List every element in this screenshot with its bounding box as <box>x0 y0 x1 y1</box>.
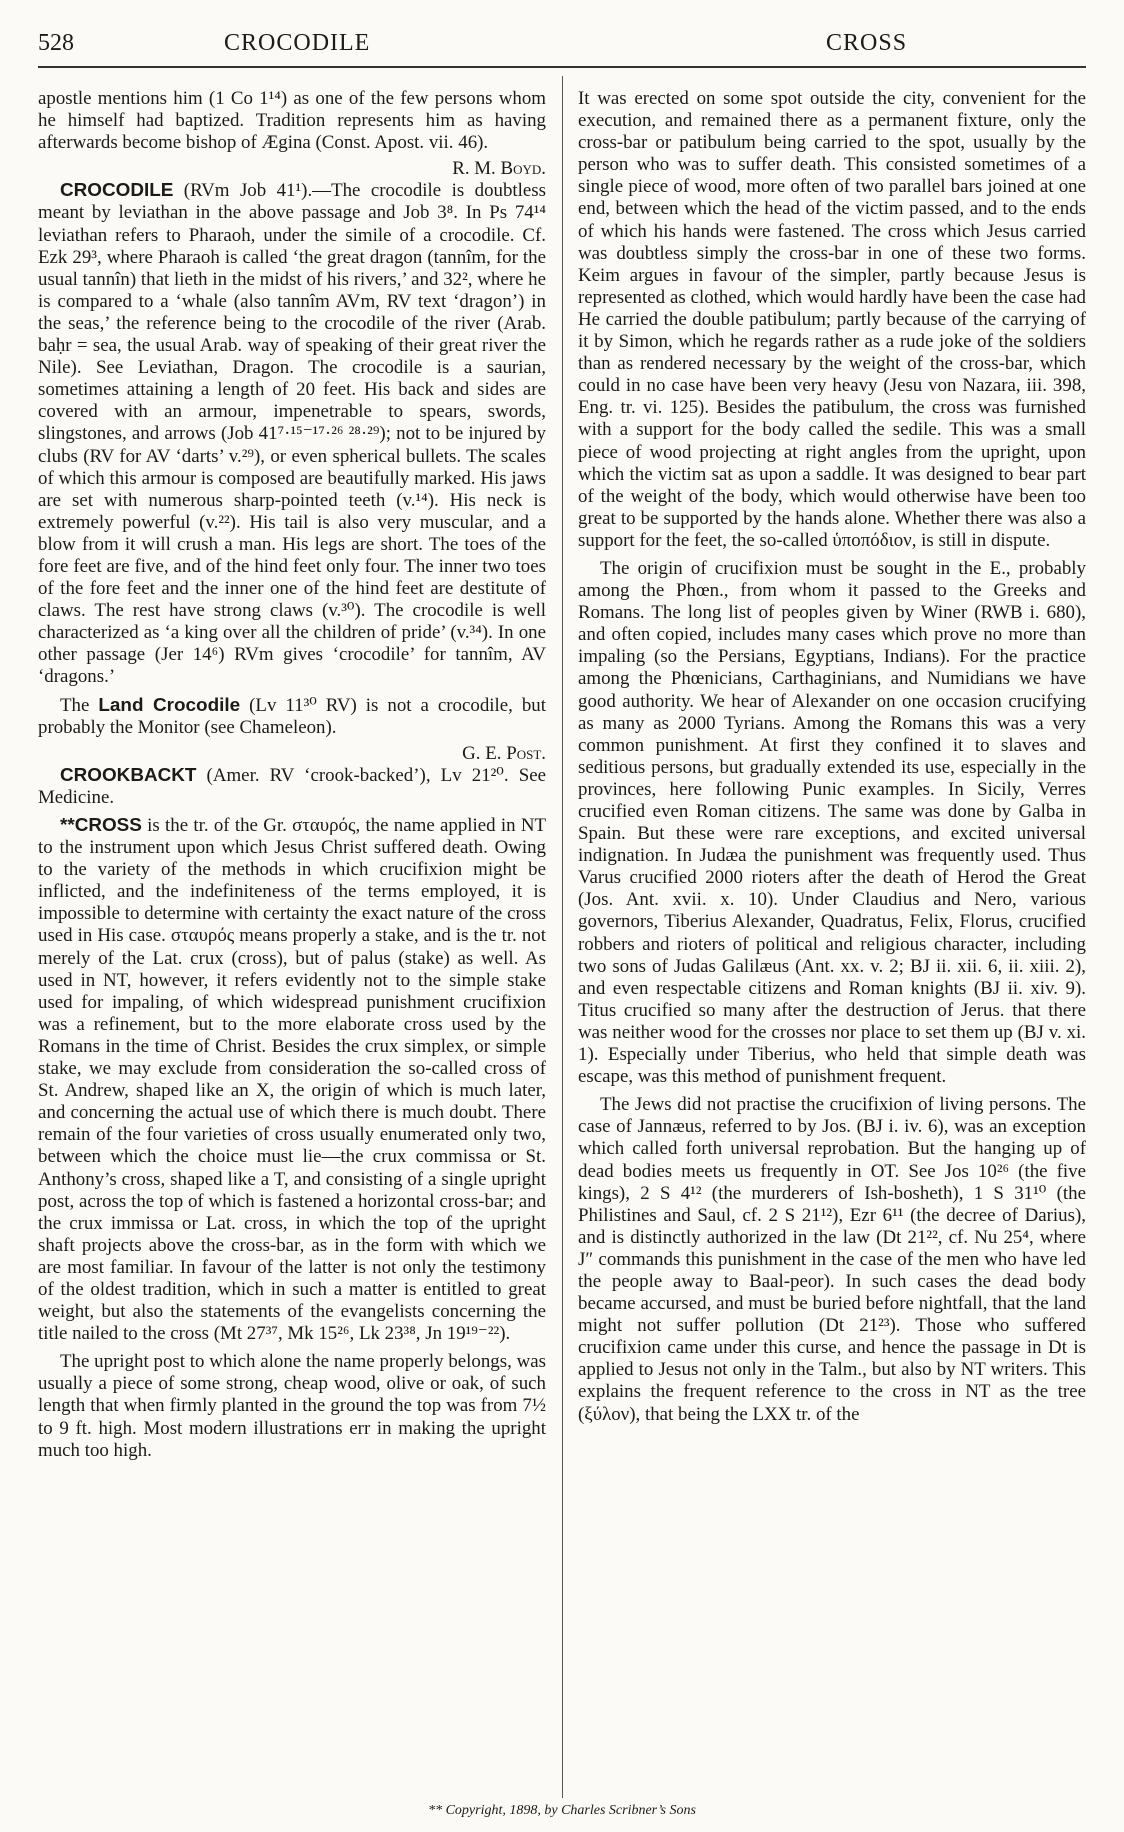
copyright-footer: ** Copyright, 1898, by Charles Scribner’s Sons <box>428 1803 696 1818</box>
entry-headword: CROCODILE <box>60 180 174 202</box>
paragraph: It was erected on some spot outside the city, convenient for the execution, and remained there as a permanent fixture, only the cross-bar or patibulum being carried to the spot, usually by the person who was to suffer death. This consisted sometimes of a single piece of wood, more often of two parallel bars joined at one end, between which the head of the victim passed, and to the ends of which his hands were fastened. The cross which Jesus carried was doubtless simply the cross-bar in one of these two forms. Keim argues in favour of the simpler, partly because Jesus is represented as clothed, which would hardly have been the case had He carried the double patibulum; partly because of the carrying of it by Simon, which he regards rather as a rude joke of the soldiers than as rendered necessary by the weight of the cross-bar, which could in no case have been very heavy (Jesu von Nazara, iii. 398, Eng. tr. vi. 125). Besides the patibulum, the cross was furnished with a support for the body called the sedile. This was a small piece of wood projecting at right angles from the upright, upon which the victim sat as upon a saddle. It was designed to bear part of the weight of the body, which would otherwise have been too great to be supported by the hands alone. Whether there was also a support for the feet, the so-called ὑποπόδιον, is still in dispute. <box>578 88 1086 551</box>
entry-body: (Lv 11³⁰ RV) is not a crocodile, but probably the Monitor (see Chameleon). <box>38 694 546 738</box>
author-signature: G. E. Post. <box>462 742 546 764</box>
page-number: 528 <box>38 30 74 56</box>
paragraph: The Jews did not practise the crucifixion of living persons. The case of Jannæus, referred to by Jos. (BJ i. iv. 6), was an exception which called forth universal reprobation. But the hanging up of dead bodies meets us frequently in OT. See Jos 10²⁶ (the five kings), 2 S 4¹² (the murderers of Ish-bosheth), 1 S 31¹⁰ (the Philistines and Saul, cf. 2 S 21¹²), Ezr 6¹¹ (the decree of Darius), and is distinctly authorized in the law (Dt 21²², cf. Nu 25⁴, where J″ commands this punishment in the case of the men who have led the people away to Baal-peor). In such cases the dead body became accursed, and must be buried before nightfall, that the land might not suffer pollution (Dt 21²³). Those who suffered crucifixion came under this curse, and hence the passage in Dt is applied to Jesus not only in the Talm., but also by NT writers. This explains the frequent reference to the cross in NT as the tree (ξύλον), that being the LXX tr. of the <box>578 1094 1086 1425</box>
entry-land-crocodile <box>38 695 546 739</box>
paragraph: The upright post to which alone the name properly belongs, was usually a piece of some strong, cheap wood, olive or oak, of such length that when firmly planted in the ground the top was from 7½ to 9 ft. high. Most modern illustrations err in making the upright much too high. <box>38 1351 546 1461</box>
entry-subheadword: Land Crocodile <box>98 694 241 716</box>
entry-crocodile <box>38 180 546 688</box>
entry-prefix: The <box>60 694 99 716</box>
running-header <box>38 26 1086 68</box>
entry-cross <box>38 815 546 1345</box>
header-left-word: CROCODILE <box>224 30 371 56</box>
header-right-word: CROSS <box>826 30 908 56</box>
entry-body: (RVm Job 41¹).—The crocodile is doubtless meant by leviathan in the above passage and Job 3⁸. In Ps 74¹⁴ leviathan refers to Pharaoh, under the simile of a crocodile. Cf. Ezk 29³, where Pharaoh is called ‘the great dragon (tannîm, for the usual tannîn) that lieth in the midst of his rivers,’ and 32², where he is compared to a ‘whale (also tannîm AVm, RV text ‘dragon’) in the seas,’ the reference being to the crocodile of the river (Arab. baḥr = sea, the usual Arab. way of speaking of their great river the Nile). See Leviathan, Dragon. The crocodile is a saurian, sometimes attaining a length of 20 feet. His back and sides are covered with an armour, impenetrable to spears, swords, slingstones, and arrows (Job 41⁷·¹⁵⁻¹⁷·²⁶ ²⁸·²⁹); not to be injured by clubs (RV for AV ‘darts’ v.²⁹), or even spherical bullets. The scales of which this armour is composed are beautifully marked. His jaws are set with numerous sharp-pointed teeth (v.¹⁴). His neck is extremely powerful (v.²²). His tail is also very muscular, and a blow from it will crush a man. His legs are short. The toes of the fore feet are five, and of the hind feet only four. The inner two toes of the fore feet and the inner one of the hind feet are destitute of claws. The rest have strong claws (v.³⁰). The crocodile is well characterized as ‘a king over all the children of pride’ (v.³⁴). In one other passage (Jer 14⁶) RVm gives ‘crocodile’ for tannîm, AV ‘dragons.’ <box>38 180 546 688</box>
entry-body: is the tr. of the Gr. σταυρός, the name applied in NT to the instrument upon which Jesus Christ suffered death. Owing to the variety of the methods in which crucifixion might be inflicted, and the indefiniteness of the terms employed, it is impossible to determine with certainty the exact nature of the cross used in His case. σταυρός means properly a stake, and is the tr. not merely of the Lat. crux (cross), but of palus (stake) as well. As used in NT, however, it refers evidently not to the simple stake used for impaling, of which widespread punishment crucifixion was a refinement, but to the more elaborate cross used by the Romans in the time of Christ. Besides the crux simplex, or simple stake, we may exclude from consideration the so-called cross of St. Andrew, shaped like an X, the origin of which is much later, and concerning the actual use of which there is much doubt. There remain of the four varieties of cross usually enumerated only two, between which the choice must lie—the crux commissa or St. Anthony’s cross, shaped like a T, and consisting of a single upright post, across the top of which is fastened a horizontal cross-bar; and the crux immissa or Lat. cross, in which the top of the upright shaft projects above the cross-bar, as in the form with which we are most familiar. In favour of the latter is not only the testimony of the oldest tradition, which in such a matter is entitled to great weight, but also the statements of the evangelists concerning the title nailed to the cross (Mt 27³⁷, Mk 15²⁶, Lk 23³⁸, Jn 19¹⁹⁻²²). <box>38 815 546 1345</box>
left-column <box>38 88 546 1796</box>
paragraph-continuation: apostle mentions him (1 Co 1¹⁴) as one of the few persons whom he himself had baptized. Tradition represents him as having afterwards become bishop of Ægina (Const. Apost. vii. 46). <box>38 88 546 154</box>
entry-crookbackt <box>38 765 546 809</box>
entry-headword: CROOKBACKT <box>60 764 197 786</box>
author-signature: R. M. Boyd. <box>452 158 546 180</box>
right-column <box>578 88 1086 1796</box>
paragraph: The origin of crucifixion must be sought in the E., probably among the Phœn., from whom it passed to the Greeks and Romans. The long list of peoples given by Winer (RWB i. 680), and often copied, includes many cases which prove no more than impaling (so the Persians, Egyptians, Indians). For the practice among the Phœnicians, Carthaginians, and Numidians we have good authority. We hear of Alexander on one occasion crucifying as many as 2000 Tyrians. Among the Romans this was a very common punishment. At first they confined it to slaves and seditious persons, but gradually extended its use, especially in the provinces, here following Punic examples. In Sicily, Verres crucified even Roman citizens. The same was done by Galba in Spain. But these were rare exceptions, and excited universal indignation. In Judæa the punishment was frequently used. Thus Varus crucified 2000 rioters after the death of Herod the Great (Jos. Ant. xvii. x. 10). Under Claudius and Nero, various governors, Tiberius Alexander, Quadratus, Felix, Florus, crucified robbers and rioters of political and religious character, including two sons of Judas Galilæus (Ant. xx. v. 2; BJ ii. xii. 6, ii. xiii. 2), and even respectable citizens and Roman knights (BJ ii. xiv. 9). Titus crucified so many after the destruction of Jerus. that there was neither wood for the crosses nor place to set them up (BJ v. xi. 1). Especially under Tiberius, who held that simple death was escape, was this method of punishment frequent. <box>578 557 1086 1088</box>
entry-headword: **CROSS <box>60 815 142 836</box>
entry-body: (Amer. RV ‘crook-backed’), Lv 21²⁰. See Medicine. <box>38 764 546 808</box>
column-divider <box>562 76 563 1798</box>
